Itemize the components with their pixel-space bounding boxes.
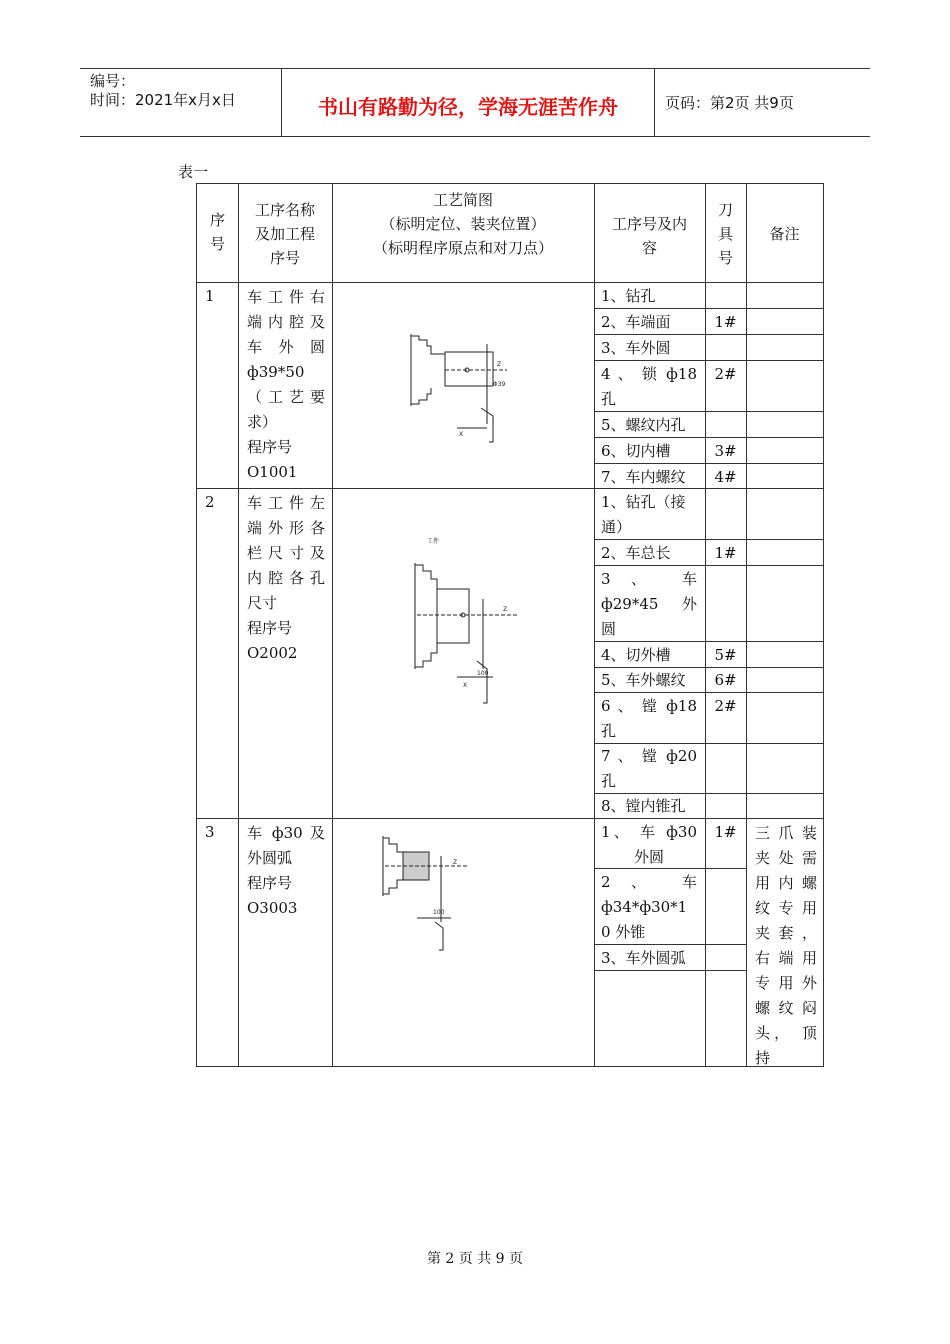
time-label: 时间：2021年x月x日 <box>90 91 236 109</box>
svg-text:Φ39: Φ39 <box>493 381 506 388</box>
row1-step-6: 6、切内槽 <box>601 442 671 460</box>
row1-tool-1: 1# <box>714 313 737 331</box>
row2-step-4: 4、切外槽 <box>601 646 671 664</box>
header-remark: 备注 <box>769 225 800 243</box>
code-label: 编号： <box>90 72 136 90</box>
row1-step-1: 1、钻孔 <box>601 287 656 305</box>
row3-step-3: 3、车外圆弧 <box>601 949 686 967</box>
table-caption: 表一 <box>178 163 209 181</box>
diagram-1 <box>397 324 517 448</box>
row1-tool-2: 2# <box>714 365 737 383</box>
row2-tool-4: 2# <box>714 697 737 715</box>
row1-tool-3: 3# <box>714 442 737 460</box>
row1-name: 车工件右 端内腔及 车 外 圆 ф39*50 （工艺要 求） 程序号 O1001 <box>247 288 325 481</box>
row1-step-5: 5、螺纹内孔 <box>601 416 686 434</box>
svg-text:X: X <box>459 431 464 438</box>
header-divider <box>654 68 655 136</box>
row2-tool-1: 1# <box>714 544 737 562</box>
row2-step-3: 3 、 车 ф29*45 外 圆 <box>601 570 697 638</box>
row2-name: 车工件左 端外形各 栏尺寸及 内腔各孔 尺寸 程序号 O2002 <box>247 494 325 662</box>
row3-step-2: 2 、 车 ф34*ф30*1 0 外锥 <box>601 873 697 941</box>
row3-name: 车 ф30 及 外圆弧 程序号 O3003 <box>247 824 325 917</box>
row1-step-4: 4 、 锁 ф18 孔 <box>601 365 697 408</box>
row1-seq: 1 <box>205 287 215 305</box>
row3-seq: 3 <box>205 823 215 841</box>
header-bottom-rule <box>80 136 870 137</box>
header-tool: 刀具号 <box>717 201 733 267</box>
process-table <box>196 183 824 1067</box>
row2-step-5: 5、车外螺纹 <box>601 671 686 689</box>
svg-text:Z: Z <box>503 606 508 613</box>
header-info <box>90 72 236 110</box>
diagram-2 <box>407 529 527 713</box>
row2-tool-3: 6# <box>714 671 737 689</box>
row2-step-6: 6 、 镗 ф18 孔 <box>601 697 697 740</box>
row1-step-3: 3、车外圆 <box>601 339 671 357</box>
svg-text:Z: Z <box>453 859 458 866</box>
row2-step-8: 8、镗内锥孔 <box>601 797 686 815</box>
svg-text:Z: Z <box>497 361 502 368</box>
page-footer: 第 2 页 共 9 页 <box>426 1251 524 1267</box>
svg-text:100: 100 <box>477 670 489 677</box>
row1-step-2: 2、车端面 <box>601 313 671 331</box>
header-name: 工序名称及加工程序号 <box>254 201 315 267</box>
diagram-3 <box>377 832 487 956</box>
row2-tool-2: 5# <box>714 646 737 664</box>
row3-tool-1: 1# <box>714 823 737 841</box>
row2-step-7: 7 、 镗 ф20 孔 <box>601 747 697 790</box>
row1-step-7: 7、车内螺纹 <box>601 468 686 486</box>
row2-step-2: 2、车总长 <box>601 544 671 562</box>
row2-step-1: 1、钻孔（接 通） <box>601 493 686 536</box>
svg-text:工件: 工件 <box>427 538 440 545</box>
header-diagram: 工艺简图 （标明定位、装夹位置） （标明程序原点和对刀点） <box>372 191 553 257</box>
row3-remark: 三爪装 夹处需 用内螺 纹专用 夹套， 右端用 专用外 螺纹闷 头， 顶 持 <box>755 824 817 1067</box>
svg-text:X: X <box>463 682 468 689</box>
header-page-info: 页码：第2页 共9页 <box>665 94 794 112</box>
svg-text:100: 100 <box>433 909 445 916</box>
header-top-rule <box>80 68 870 69</box>
header-motto: 书山有路勤为径，学海无涯苦作舟 <box>318 95 618 119</box>
header-step: 工序号及内容 <box>611 215 687 257</box>
row2-seq: 2 <box>205 493 215 511</box>
row3-step-1: 1、 车 ф30 外圆 <box>601 823 697 866</box>
header-seq: 序号 <box>209 211 225 253</box>
row1-tool-4: 4# <box>714 468 737 486</box>
